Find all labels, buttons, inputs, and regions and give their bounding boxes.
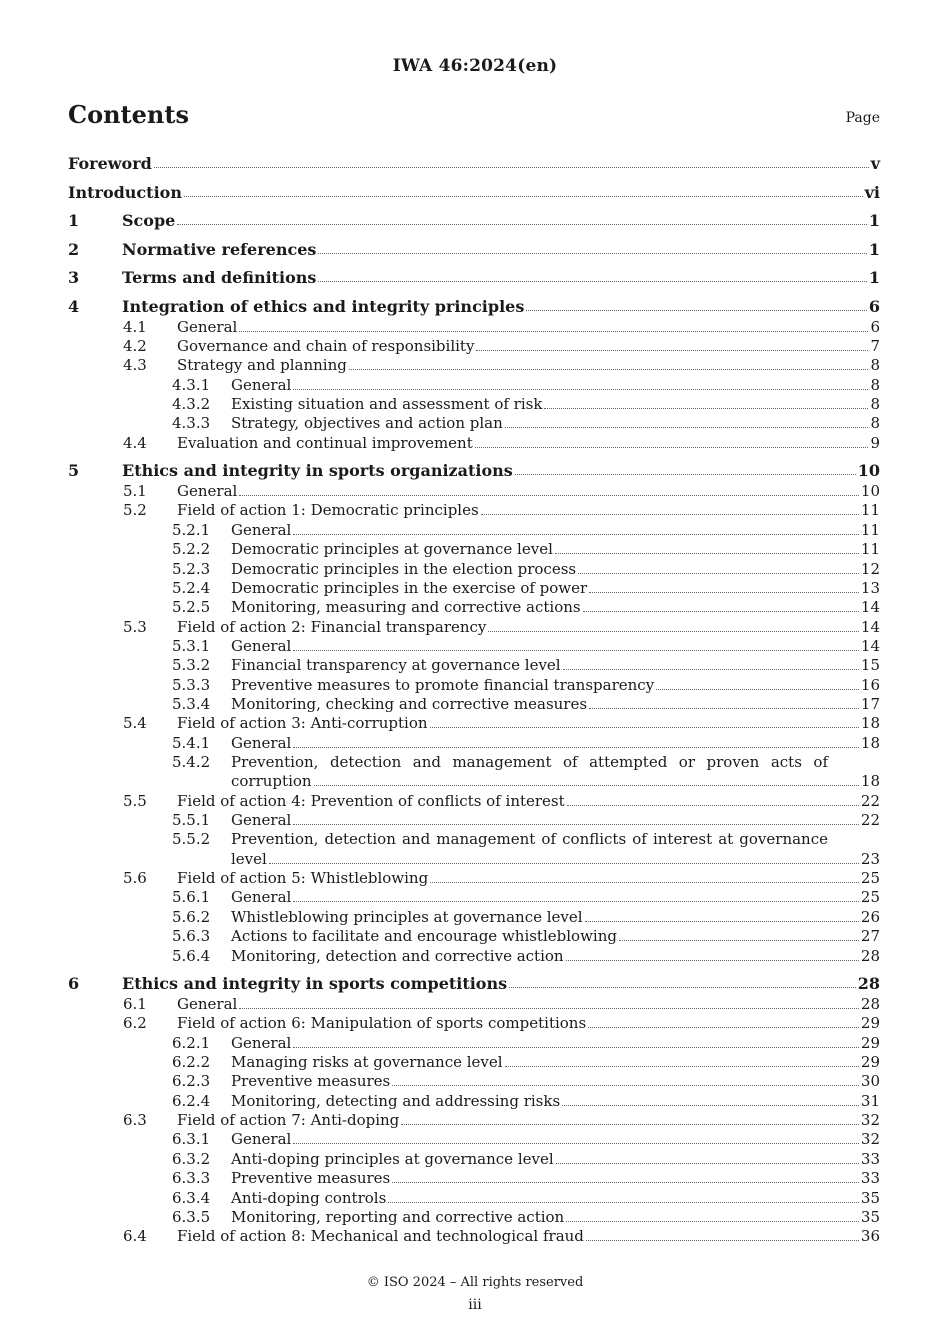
dot-leader — [239, 330, 868, 332]
toc-entry-number: 4.3.2 — [172, 394, 211, 413]
toc-entry-number: 5.6.1 — [172, 888, 211, 907]
toc-page-number: 1 — [868, 268, 880, 287]
toc-page-number: 8 — [870, 394, 880, 413]
dot-leader — [430, 881, 859, 883]
toc-entry-title: General — [231, 733, 292, 752]
toc-entry[interactable] — [231, 888, 880, 907]
toc-entry-title: Evaluation and continual improvement — [177, 433, 473, 452]
dot-leader — [589, 707, 859, 709]
toc-page-number: 18 — [860, 714, 880, 733]
toc-entry-title: Monitoring, checking and corrective measures — [231, 694, 588, 713]
toc-page-number: 7 — [870, 336, 880, 355]
toc-entry-number: 4.1 — [123, 317, 147, 336]
toc-entry-number: 5.3.2 — [172, 656, 211, 675]
toc-entry-title: General — [231, 520, 292, 539]
toc-entry-title: Ethics and integrity in sports organizations — [122, 461, 513, 481]
toc-page-number: 6 — [868, 296, 880, 316]
dot-leader — [349, 368, 869, 370]
toc-entry-number: 5.6.2 — [172, 907, 211, 926]
dot-leader — [269, 862, 859, 864]
dot-leader — [589, 591, 859, 593]
toc-entry[interactable] — [231, 927, 880, 946]
toc-page-number: 28 — [860, 995, 880, 1013]
toc-entry-title: General — [231, 375, 292, 394]
page-column-label: Page — [845, 110, 880, 126]
dot-leader — [314, 784, 859, 786]
toc-entry[interactable] — [231, 947, 880, 966]
toc-entry-number: 4.2 — [123, 336, 147, 355]
toc-entry-number: 5 — [68, 461, 80, 481]
toc-entry-title: Field of action 2: Financial transparency — [177, 617, 487, 636]
page-number: iii — [468, 1297, 482, 1313]
toc-page-number: 1 — [868, 211, 880, 230]
toc-entry-title[interactable]: Prevention, detection and management of attempted or proven acts of — [231, 753, 828, 771]
toc-entry-number: 6.1 — [123, 995, 147, 1013]
dot-leader — [293, 649, 859, 651]
toc-entry-number: 6.2.3 — [172, 1072, 211, 1091]
toc-entry[interactable] — [231, 676, 880, 695]
toc-page-number: 35 — [860, 1188, 880, 1207]
toc-entry[interactable] — [231, 908, 880, 927]
toc-page-number: 8 — [870, 414, 880, 433]
toc-entry-title: Introduction — [68, 182, 182, 202]
toc-entry-number: 5.3.1 — [172, 636, 211, 655]
dot-leader — [293, 746, 859, 748]
dot-leader — [154, 166, 869, 168]
toc-entry-title: General — [177, 317, 238, 336]
dot-leader — [293, 388, 868, 390]
toc-page-number: 25 — [860, 869, 880, 888]
toc-entry[interactable] — [177, 1227, 880, 1246]
toc-entry-title: Foreword — [68, 154, 152, 173]
toc-page-number: 16 — [860, 675, 880, 694]
toc-entry[interactable] — [122, 211, 880, 230]
dot-leader — [563, 668, 859, 670]
toc-entry-title: General — [231, 1130, 292, 1149]
toc-entry-number: 5.6.4 — [172, 946, 211, 965]
toc-page-number: 26 — [860, 907, 880, 926]
toc-page-number: 10 — [860, 482, 880, 501]
toc-entry[interactable] — [122, 297, 880, 316]
toc-entry-number: 6.4 — [123, 1227, 147, 1246]
toc-page-number: 18 — [860, 733, 880, 752]
toc-entry-number: 5.3 — [123, 617, 147, 636]
toc-entry[interactable] — [231, 1034, 880, 1053]
dot-leader — [544, 407, 868, 409]
toc-entry-title: Anti-doping principles at governance level — [231, 1149, 554, 1168]
toc-page-number: 30 — [860, 1072, 880, 1091]
dot-leader — [578, 572, 859, 574]
toc-entry-title: Preventive measures — [231, 1072, 391, 1091]
toc-page-number: 22 — [860, 791, 880, 810]
toc-entry-title: General — [177, 995, 238, 1013]
toc-entry-number: 5.3.3 — [172, 675, 211, 694]
toc-entry-title: Governance and chain of responsibility — [177, 336, 475, 355]
toc-entry-title: Actions to facilitate and encourage whistleblowing — [231, 927, 617, 946]
toc-entry[interactable] — [231, 734, 880, 753]
document-id: IWA 46:2024(en) — [392, 56, 558, 76]
dot-leader — [184, 195, 863, 197]
toc-entry-number: 5.2.3 — [172, 559, 211, 578]
dot-leader — [476, 349, 868, 351]
dot-leader — [526, 309, 867, 311]
toc-entry-title: Monitoring, measuring and corrective actions — [231, 598, 581, 617]
toc-entry-title: Strategy, objectives and action plan — [231, 414, 503, 433]
dot-leader — [505, 1065, 859, 1067]
toc-entry[interactable] — [231, 695, 880, 714]
toc-page-number: 23 — [860, 849, 880, 868]
toc-entry-number: 5.4.2 — [172, 753, 211, 771]
dot-leader — [401, 1123, 859, 1125]
toc-entry[interactable] — [231, 656, 880, 675]
toc-entry[interactable] — [177, 714, 880, 733]
dot-leader — [293, 533, 859, 535]
toc-entry[interactable] — [177, 792, 880, 811]
toc-entry-title: Field of action 7: Anti-doping — [177, 1111, 400, 1130]
dot-leader — [239, 1007, 859, 1009]
toc-entry[interactable] — [177, 482, 880, 501]
toc-entry-title: General — [231, 1033, 292, 1052]
dot-leader — [177, 223, 867, 225]
toc-entry[interactable] — [231, 395, 880, 414]
toc-entry-title-continuation: level — [231, 849, 267, 868]
dot-leader — [585, 920, 859, 922]
toc-page-number: 28 — [857, 974, 880, 993]
toc-page-number: 27 — [860, 927, 880, 946]
dot-leader — [656, 688, 859, 690]
toc-entry[interactable] — [122, 240, 880, 259]
dot-leader — [392, 1181, 859, 1183]
toc-entry-number: 6.3.4 — [172, 1188, 211, 1207]
toc-entry[interactable] — [231, 1169, 880, 1188]
toc-entry[interactable] — [231, 1189, 880, 1208]
dot-leader — [293, 1142, 859, 1144]
toc-page-number: 25 — [860, 888, 880, 907]
toc-entry-number: 6.3 — [123, 1111, 147, 1130]
toc-entry-title: Preventive measures — [231, 1169, 391, 1188]
toc-entry-title: General — [231, 636, 292, 655]
dot-leader — [555, 552, 859, 554]
toc-entry-number: 2 — [68, 239, 80, 259]
toc-entry-title: Managing risks at governance level — [231, 1053, 503, 1072]
toc-entry-title: Field of action 5: Whistleblowing — [177, 869, 429, 888]
toc-page-number: 11 — [860, 520, 880, 539]
toc-entry-number: 5.6 — [123, 869, 147, 888]
toc-page-number: 12 — [860, 559, 880, 578]
toc-page-number: 6 — [870, 317, 880, 336]
toc-entry-number: 6.2.4 — [172, 1091, 211, 1110]
toc-entry-title: Integration of ethics and integrity principles — [122, 296, 525, 316]
toc-page-number: 29 — [860, 1033, 880, 1052]
toc-page-number: 33 — [860, 1149, 880, 1168]
toc-entry[interactable] — [231, 598, 880, 617]
toc-entry[interactable] — [177, 318, 880, 337]
toc-entry-title: Monitoring, reporting and corrective action — [231, 1207, 565, 1226]
toc-page-number: 17 — [860, 694, 880, 713]
toc-entry-number: 5.2.1 — [172, 520, 211, 539]
toc-entry-title[interactable]: Prevention, detection and management of conflicts of interest at governance — [231, 830, 828, 849]
dot-leader — [566, 959, 859, 961]
toc-entry-number: 4.4 — [123, 433, 147, 452]
toc-entry[interactable] — [231, 579, 880, 598]
toc-page-number: 35 — [860, 1207, 880, 1226]
toc-entry-number: 5.1 — [123, 482, 147, 501]
toc-entry-title: Monitoring, detecting and addressing risks — [231, 1091, 561, 1110]
toc-page-number: 14 — [860, 617, 880, 636]
toc-entry-number: 5.2 — [123, 501, 147, 520]
dot-leader — [318, 252, 866, 254]
toc-page-number: 1 — [868, 239, 880, 259]
toc-entry-title: Terms and definitions — [122, 268, 317, 287]
toc-entry-number: 5.2.5 — [172, 598, 211, 617]
toc-entry[interactable] — [177, 434, 880, 453]
toc-entry[interactable] — [177, 869, 880, 888]
dot-leader — [430, 726, 859, 728]
toc-page-number: 8 — [870, 375, 880, 394]
toc-entry[interactable] — [177, 356, 880, 375]
toc-entry-number: 5.2.2 — [172, 540, 211, 559]
toc-entry[interactable] — [122, 268, 880, 287]
dot-leader — [392, 1084, 859, 1086]
toc-entry-number: 5.2.4 — [172, 578, 211, 597]
toc-entry-number: 5.5.2 — [172, 830, 211, 849]
toc-entry-number: 5.5 — [123, 791, 147, 810]
toc-entry[interactable] — [231, 376, 880, 395]
toc-entry[interactable] — [231, 811, 880, 830]
toc-entry-title: Field of action 4: Prevention of conflicts of interest — [177, 791, 565, 810]
toc-entry-title: Strategy and planning — [177, 356, 347, 375]
toc-entry-number: 6.3.5 — [172, 1207, 211, 1226]
toc-entry[interactable] — [177, 995, 880, 1014]
toc-entry[interactable] — [231, 1150, 880, 1169]
dot-leader — [567, 804, 859, 806]
toc-page-number: vi — [864, 182, 880, 202]
dot-leader — [239, 494, 859, 496]
toc-entry-number: 1 — [68, 211, 80, 230]
copyright-footer: © ISO 2024 – All rights reserved — [366, 1275, 584, 1290]
toc-entry-number: 5.4.1 — [172, 733, 211, 752]
toc-entry-number: 6 — [68, 974, 80, 993]
dot-leader — [566, 1220, 859, 1222]
toc-entry-number: 4.3.1 — [172, 375, 211, 394]
toc-entry-number: 5.3.4 — [172, 694, 211, 713]
toc-entry-title: Field of action 8: Mechanical and technological fraud — [177, 1227, 584, 1246]
toc-entry-title-continuation: corruption — [231, 772, 312, 791]
dot-leader — [318, 280, 866, 282]
toc-entry[interactable] — [68, 183, 880, 202]
toc-entry-title: Field of action 6: Manipulation of sports competitions — [177, 1014, 587, 1033]
toc-page-number: 29 — [860, 1014, 880, 1033]
toc-entry[interactable] — [231, 1072, 880, 1091]
toc-entry-title: General — [231, 888, 292, 907]
toc-page-number: 29 — [860, 1053, 880, 1072]
toc-page-number: v — [870, 154, 880, 173]
toc-entry[interactable] — [231, 1130, 880, 1149]
dot-leader — [293, 1046, 859, 1048]
toc-entry-number: 5.6.3 — [172, 927, 211, 946]
toc-entry-title: Field of action 1: Democratic principles — [177, 501, 479, 520]
dot-leader — [619, 939, 859, 941]
toc-entry-title: Monitoring, detection and corrective action — [231, 946, 564, 965]
toc-page-number: 33 — [860, 1169, 880, 1188]
toc-entry[interactable] — [231, 772, 880, 791]
dot-leader — [583, 610, 859, 612]
dot-leader — [488, 630, 859, 632]
toc-page-number: 13 — [860, 578, 880, 597]
toc-entry-title: Ethics and integrity in sports competitions — [122, 974, 508, 993]
toc-page-number: 14 — [860, 598, 880, 617]
toc-entry-number: 4.3.3 — [172, 414, 211, 433]
toc-entry-title: General — [231, 811, 292, 830]
toc-page-number: 9 — [870, 433, 880, 452]
toc-entry[interactable] — [231, 1208, 880, 1227]
toc-page-number: 8 — [870, 356, 880, 375]
toc-entry[interactable] — [231, 560, 880, 579]
dot-leader — [505, 426, 869, 428]
dot-leader — [293, 900, 859, 902]
toc-entry-title: Normative references — [122, 239, 317, 259]
toc-page-number: 11 — [860, 501, 880, 520]
toc-entry-number: 4.3 — [123, 356, 147, 375]
toc-entry[interactable] — [231, 1092, 880, 1111]
toc-page-number: 18 — [860, 772, 880, 791]
dot-leader — [388, 1201, 859, 1203]
toc-page-number: 28 — [860, 946, 880, 965]
toc-entry[interactable] — [231, 850, 880, 869]
dot-leader — [556, 1162, 859, 1164]
dot-leader — [562, 1104, 859, 1106]
toc-entry[interactable] — [177, 618, 880, 637]
toc-entry-title: Preventive measures to promote financial transparency — [231, 675, 655, 694]
toc-entry-number: 6.3.2 — [172, 1149, 211, 1168]
toc-entry-title: Field of action 3: Anti-corruption — [177, 714, 428, 733]
toc-entry-number: 6.3.1 — [172, 1130, 211, 1149]
toc-page-number: 36 — [860, 1227, 880, 1246]
toc-entry-number: 4 — [68, 296, 80, 316]
toc-page-number: 15 — [860, 656, 880, 675]
toc-entry-title: Democratic principles in the election process — [231, 559, 577, 578]
toc-entry-number: 6.2 — [123, 1014, 147, 1033]
dot-leader — [293, 823, 859, 825]
toc-entry[interactable] — [122, 974, 880, 993]
toc-page-number: 31 — [860, 1091, 880, 1110]
toc-entry-number: 6.3.3 — [172, 1169, 211, 1188]
toc-entry-title: Democratic principles at governance level — [231, 540, 553, 559]
toc-entry-number: 3 — [68, 268, 80, 287]
toc-page-number: 32 — [860, 1111, 880, 1130]
toc-entry[interactable] — [177, 337, 880, 356]
contents-title: Contents — [68, 100, 189, 129]
toc-entry-title: Anti-doping controls — [231, 1188, 387, 1207]
toc-entry[interactable] — [231, 540, 880, 559]
toc-entry-number: 6.2.1 — [172, 1033, 211, 1052]
toc-entry[interactable] — [231, 1053, 880, 1072]
dot-leader — [475, 446, 869, 448]
dot-leader — [586, 1239, 859, 1241]
toc-entry-title: Whistleblowing principles at governance level — [231, 907, 583, 926]
toc-entry-title: Existing situation and assessment of risk — [231, 394, 543, 413]
toc-entry-title: Scope — [122, 211, 176, 230]
toc-entry[interactable] — [231, 414, 880, 433]
toc-page-number: 11 — [860, 540, 880, 559]
toc-entry-title: General — [177, 482, 238, 501]
toc-entry[interactable] — [231, 521, 880, 540]
toc-entry-title: Financial transparency at governance level — [231, 656, 561, 675]
toc-page-number: 22 — [860, 811, 880, 830]
dot-leader — [481, 513, 859, 515]
toc-entry[interactable] — [231, 637, 880, 656]
toc-entry-title: Democratic principles in the exercise of power — [231, 578, 588, 597]
toc-entry[interactable] — [177, 1014, 880, 1033]
toc-entry[interactable] — [68, 154, 880, 173]
toc-page-number: 32 — [860, 1130, 880, 1149]
toc-entry-number: 5.4 — [123, 714, 147, 733]
toc-entry[interactable] — [177, 1111, 880, 1130]
toc-entry-number: 5.5.1 — [172, 811, 211, 830]
dot-leader — [588, 1026, 859, 1028]
toc-entry[interactable] — [177, 501, 880, 520]
toc-entry[interactable] — [122, 461, 880, 480]
toc-entry-number: 6.2.2 — [172, 1053, 211, 1072]
toc-page-number: 14 — [860, 636, 880, 655]
dot-leader — [515, 473, 856, 475]
dot-leader — [509, 986, 856, 988]
toc-page-number: 10 — [857, 461, 880, 481]
